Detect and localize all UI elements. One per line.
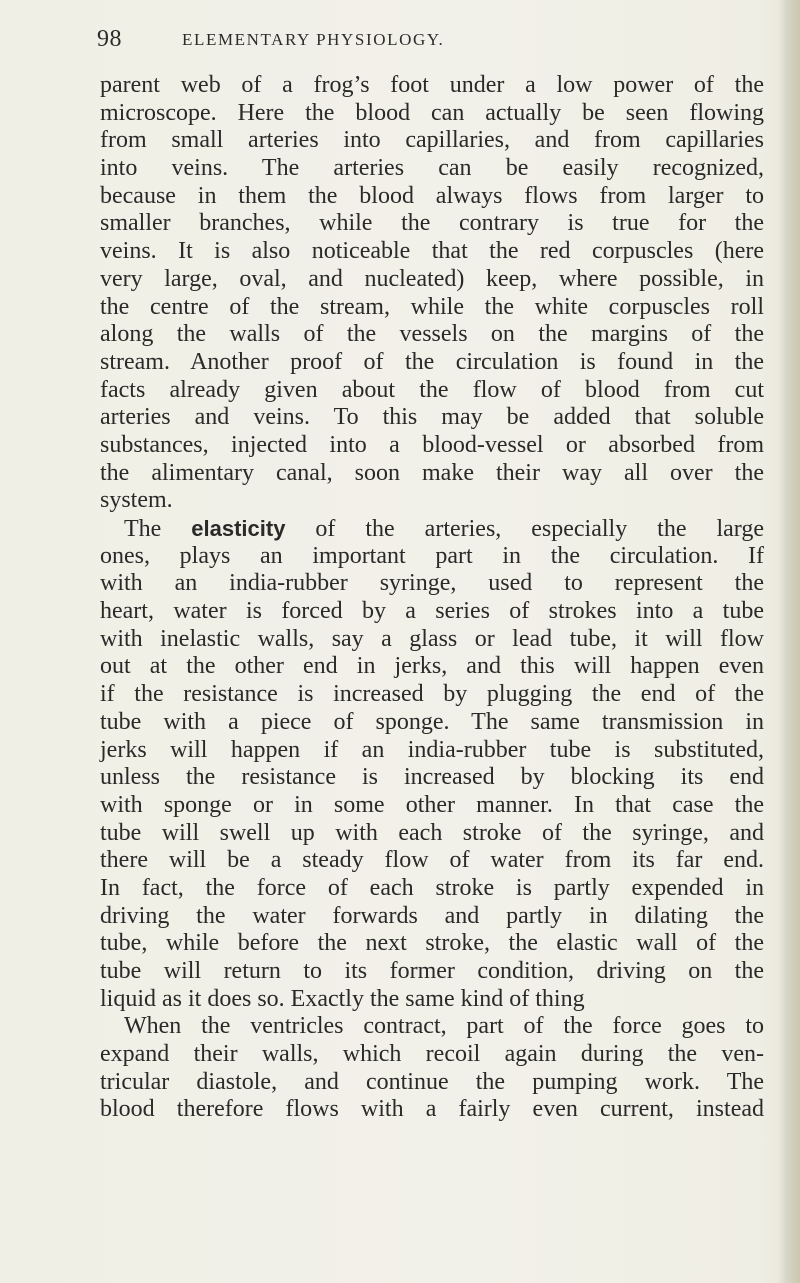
text-run: The bbox=[124, 516, 162, 542]
text-line: expand their walls, which recoil again during the ven- bbox=[100, 1041, 764, 1068]
text-line: unless the resistance is increased by blocking its end bbox=[100, 764, 764, 791]
text-line: into veins. The arteries can be easily recognized, bbox=[100, 155, 764, 182]
text-line: from small arteries into capillaries, and from capillaries bbox=[100, 127, 764, 154]
text-line: tube with a piece of sponge. The same transmission in bbox=[100, 708, 764, 735]
paragraph bbox=[100, 72, 764, 515]
text-run: of the arteries, especially the large bbox=[315, 516, 764, 542]
text-line: liquid as it does so. Exactly the same kind of thing bbox=[100, 985, 585, 1012]
text-line: In fact, the force of each stroke is partly expended in bbox=[100, 874, 764, 901]
text-line: along the walls of the vessels on the margins of the bbox=[100, 321, 764, 348]
text-line: the alimentary canal, soon make their way all over the bbox=[100, 459, 764, 486]
text-line: substances, injected into a blood-vessel or absorbed from bbox=[100, 431, 764, 458]
text-line: tube will swell up with each stroke of the syringe, and bbox=[100, 819, 764, 846]
text-line: with an india-rubber syringe, used to represent the bbox=[100, 570, 764, 597]
text-line: with sponge or in some other manner. In that case the bbox=[100, 791, 764, 818]
running-head: ELEMENTARY PHYSIOLOGY. bbox=[182, 30, 445, 49]
paragraph bbox=[100, 515, 764, 1013]
text-line: jerks will happen if an india-rubber tube is substituted, bbox=[100, 736, 764, 763]
page-header bbox=[97, 26, 757, 56]
text-line: ones, plays an important part in the circulation. If bbox=[100, 542, 764, 569]
text-line: if the resistance is increased by plugging the end of the bbox=[100, 681, 764, 708]
text-line: tricular diastole, and continue the pumping work. The bbox=[100, 1068, 764, 1095]
text-line: tube will return to its former condition, driving on the bbox=[100, 958, 764, 984]
text-line: with inelastic walls, say a glass or lead tube, it will flow bbox=[100, 625, 764, 652]
text-line: there will be a steady flow of water from its far end. bbox=[100, 847, 764, 874]
text-line: veins. It is also noticeable that the red corpuscles (here bbox=[100, 238, 764, 265]
paragraph bbox=[100, 1013, 764, 1124]
text-line: blood therefore flows with a fairly even current, instead bbox=[100, 1096, 764, 1123]
text-line: When the ventricles contract, part of the force goes to bbox=[124, 1013, 764, 1040]
text-line: heart, water is forced by a series of strokes into a tube bbox=[100, 598, 764, 625]
text-line: because in them the blood always flows from larger to bbox=[100, 182, 764, 209]
text-line: parent web of a frog’s foot under a low power of the bbox=[100, 72, 764, 98]
text-line: tube, while before the next stroke, the elastic wall of the bbox=[100, 930, 764, 957]
text-line: arteries and veins. To this may be added that soluble bbox=[100, 404, 764, 431]
text-line: facts already given about the flow of blood from cut bbox=[100, 376, 764, 403]
text-line bbox=[100, 515, 764, 543]
text-line: microscope. Here the blood can actually be seen flowing bbox=[100, 99, 764, 126]
text-line: smaller branches, while the contrary is true for the bbox=[100, 210, 764, 237]
page-number: 98 bbox=[97, 26, 122, 52]
page-edge-shadow bbox=[778, 0, 800, 1283]
text-line: driving the water forwards and partly in dilating the bbox=[100, 902, 764, 929]
text-line: stream. Another proof of the circulation is found in the bbox=[100, 348, 764, 375]
bold-term: elasticity bbox=[191, 516, 286, 541]
body-text bbox=[100, 72, 764, 1124]
text-line: system. bbox=[100, 487, 173, 514]
text-line: very large, oval, and nucleated) keep, where possible, in bbox=[100, 265, 764, 292]
text-line: out at the other end in jerks, and this will happen even bbox=[100, 653, 764, 680]
text-line: the centre of the stream, while the white corpuscles roll bbox=[100, 293, 764, 320]
